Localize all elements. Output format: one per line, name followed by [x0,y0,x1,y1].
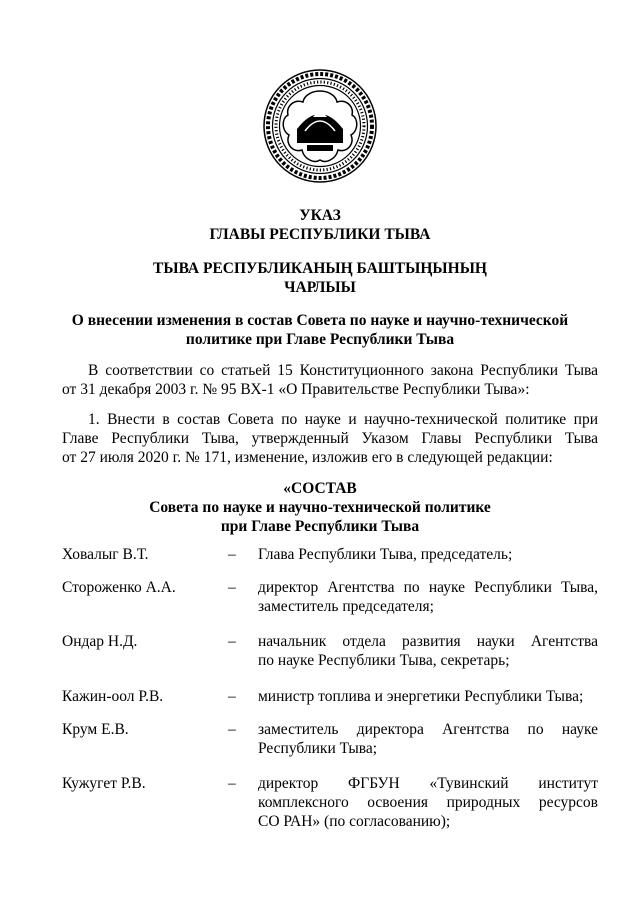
member-role [258,632,598,670]
member-role-line: по науке Республики Тыва, секретарь; [258,652,510,669]
member-role [258,720,598,758]
member-role-line: заместитель председателя; [258,598,434,615]
member-row [62,632,598,687]
member-role-line: заместитель директора Агентства по науке [258,721,598,738]
decree-header-ru [0,206,640,244]
title-line: политике при Главе Республики Тыва [185,331,455,348]
composition-heading-line: «СОСТАВ [283,480,357,497]
member-dash: – [228,688,236,705]
member-role-line: министр топлива и энергетики Республики Тыва; [258,688,584,705]
paragraph-line: от 31 декабря 2003 г. № 95 ВХ-1 «О Правительстве Республики Тыва»: [62,381,530,398]
preamble-paragraph [62,361,598,399]
member-role [258,545,598,564]
decree-type: УКАЗ [299,207,341,224]
member-name: Стороженко А.А. [62,579,176,596]
member-dash: – [228,633,236,650]
member-name: Крум Е.В. [62,721,129,738]
member-role-line: комплексного освоения природных ресурсов [258,794,598,811]
member-row [62,687,598,720]
member-name: Ондар Н.Д. [62,633,138,650]
member-dash: – [228,546,236,563]
member-role-line: СО РАН» (по согласованию); [258,813,451,830]
decree-type-tyv: ЧАРЛЫЫ [284,279,356,296]
member-role-line: начальник отдела развития науки Агентства [258,633,598,650]
member-dash: – [228,579,236,596]
issuer: ГЛАВЫ РЕСПУБЛИКИ ТЫВА [209,226,431,243]
paragraph-line: Главе Республики Тыва, утвержденный Указом Главы Республики Тыва [62,430,598,447]
decree-title [60,311,580,349]
member-role-line: Глава Республики Тыва, председатель; [258,546,513,563]
member-role [258,578,598,616]
member-name: Кажин-оол Р.В. [62,688,164,705]
member-role-line: директор Агентства по науке Республики Тыва, [258,579,598,596]
member-role [258,687,598,706]
composition-heading-line: при Главе Республики Тыва [220,518,420,535]
member-dash: – [228,775,236,792]
issuer-tyv: ТЫВА РЕСПУБЛИКАНЫҢ БАШТЫҢЫНЫҢ [153,260,487,277]
member-row [62,720,598,774]
paragraph-line: 1. Внести в состав Совета по науке и научно-технической политике при [88,411,598,428]
clause-1-paragraph [62,410,598,467]
decree-header-tyv [0,259,640,297]
title-line: О внесении изменения в состав Совета по науке и научно-технической [71,312,569,329]
member-row [62,545,598,578]
member-row [62,774,598,834]
member-role-line: директор ФГБУН «Тувинский институт [258,775,598,792]
paragraph-line: В соответствии со статьей 15 Конституционного закона Республики Тыва [88,362,598,379]
member-dash: – [228,721,236,738]
member-role-line: Республики Тыва; [258,740,378,757]
composition-heading [0,479,640,536]
member-name: Ховалыг В.Т. [62,546,149,563]
members-list [62,545,598,834]
member-row [62,578,598,632]
member-name: Кужугет Р.В. [62,775,146,792]
republic-emblem-seal [263,69,377,183]
composition-heading-line: Совета по науке и научно-технической политике [149,499,491,516]
paragraph-line: от 27 июля 2020 г. № 171, изменение, изложив его в следующей редакции: [62,449,553,466]
member-role [258,774,598,831]
